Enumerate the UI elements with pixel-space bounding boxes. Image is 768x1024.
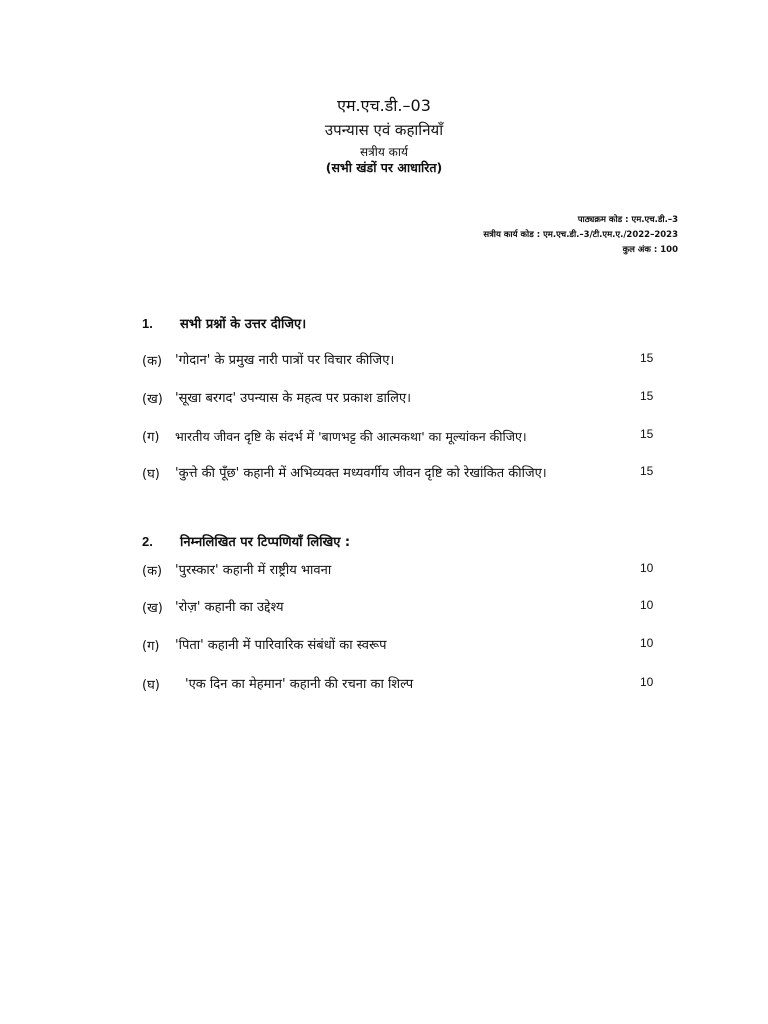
question-label: (ख) xyxy=(142,392,163,407)
question-marks: 10 xyxy=(640,636,654,650)
total-marks-line: कुल अंक : 100 xyxy=(622,245,678,255)
question-text: 'पिता' कहानी में पारिवारिक संबंधों का स्वरूप xyxy=(175,638,387,653)
course-subject-title: उपन्यास एवं कहानियाँ xyxy=(324,121,444,139)
course-code-line: पाठ्यक्रम कोड : एम.एच.डी.–3 xyxy=(577,215,678,225)
section-number: 1. xyxy=(142,316,153,331)
question-marks: 15 xyxy=(640,427,654,441)
section-heading xyxy=(142,314,306,332)
question-marks: 10 xyxy=(640,598,654,612)
question-text: 'एक दिन का मेहमान' कहानी की रचना का शिल्प xyxy=(185,677,414,692)
section-title: सभी प्रश्नों के उत्तर दीजिए। xyxy=(180,317,307,332)
assignment-code-line: सत्रीय कार्य कोड : एम.एच.डी.–3/टी.एम.ए./2022–2023 xyxy=(483,230,678,240)
question-label: (क) xyxy=(142,354,163,369)
question-text: 'पुरस्कार' कहानी में राष्ट्रीय भावना xyxy=(175,563,332,578)
question-marks: 10 xyxy=(640,561,654,575)
question-label: (क) xyxy=(142,564,163,579)
question-text: भारतीय जीवन दृष्टि के संदर्भ में 'बाणभट्ट की आत्मकथा' का मूल्यांकन कीजिए। xyxy=(175,429,527,444)
section-number: 2. xyxy=(142,534,153,549)
course-code-title: एम.एच.डी.–03 xyxy=(337,96,431,115)
document-type-heading: सत्रीय कार्य xyxy=(360,145,408,159)
scope-heading: (सभी खंडों पर आधारित) xyxy=(325,160,443,175)
question-text: 'गोदान' के प्रमुख नारी पात्रों पर विचार कीजिए। xyxy=(175,353,395,368)
question-text: 'कुत्ते की पूँछ' कहानी में अभिव्यक्त मध्यवर्गीय जीवन दृष्टि को रेखांकित कीजिए। xyxy=(175,466,547,481)
section-title: निम्नलिखित पर टिप्पणियाँ लिखिए : xyxy=(180,535,351,550)
question-marks: 10 xyxy=(640,675,654,689)
question-label: (घ) xyxy=(142,467,160,482)
question-label: (ग) xyxy=(142,639,160,654)
question-marks: 15 xyxy=(640,351,654,365)
question-label: (ख) xyxy=(142,601,163,616)
question-marks: 15 xyxy=(640,464,654,478)
question-marks: 15 xyxy=(640,389,654,403)
question-text: 'रोज़' कहानी का उद्देश्य xyxy=(175,600,284,615)
question-label: (ग) xyxy=(142,430,160,445)
section-heading xyxy=(142,532,350,550)
question-label: (घ) xyxy=(142,678,160,693)
question-text: 'सूखा बरगद' उपन्यास के महत्व पर प्रकाश डालिए। xyxy=(175,391,412,406)
